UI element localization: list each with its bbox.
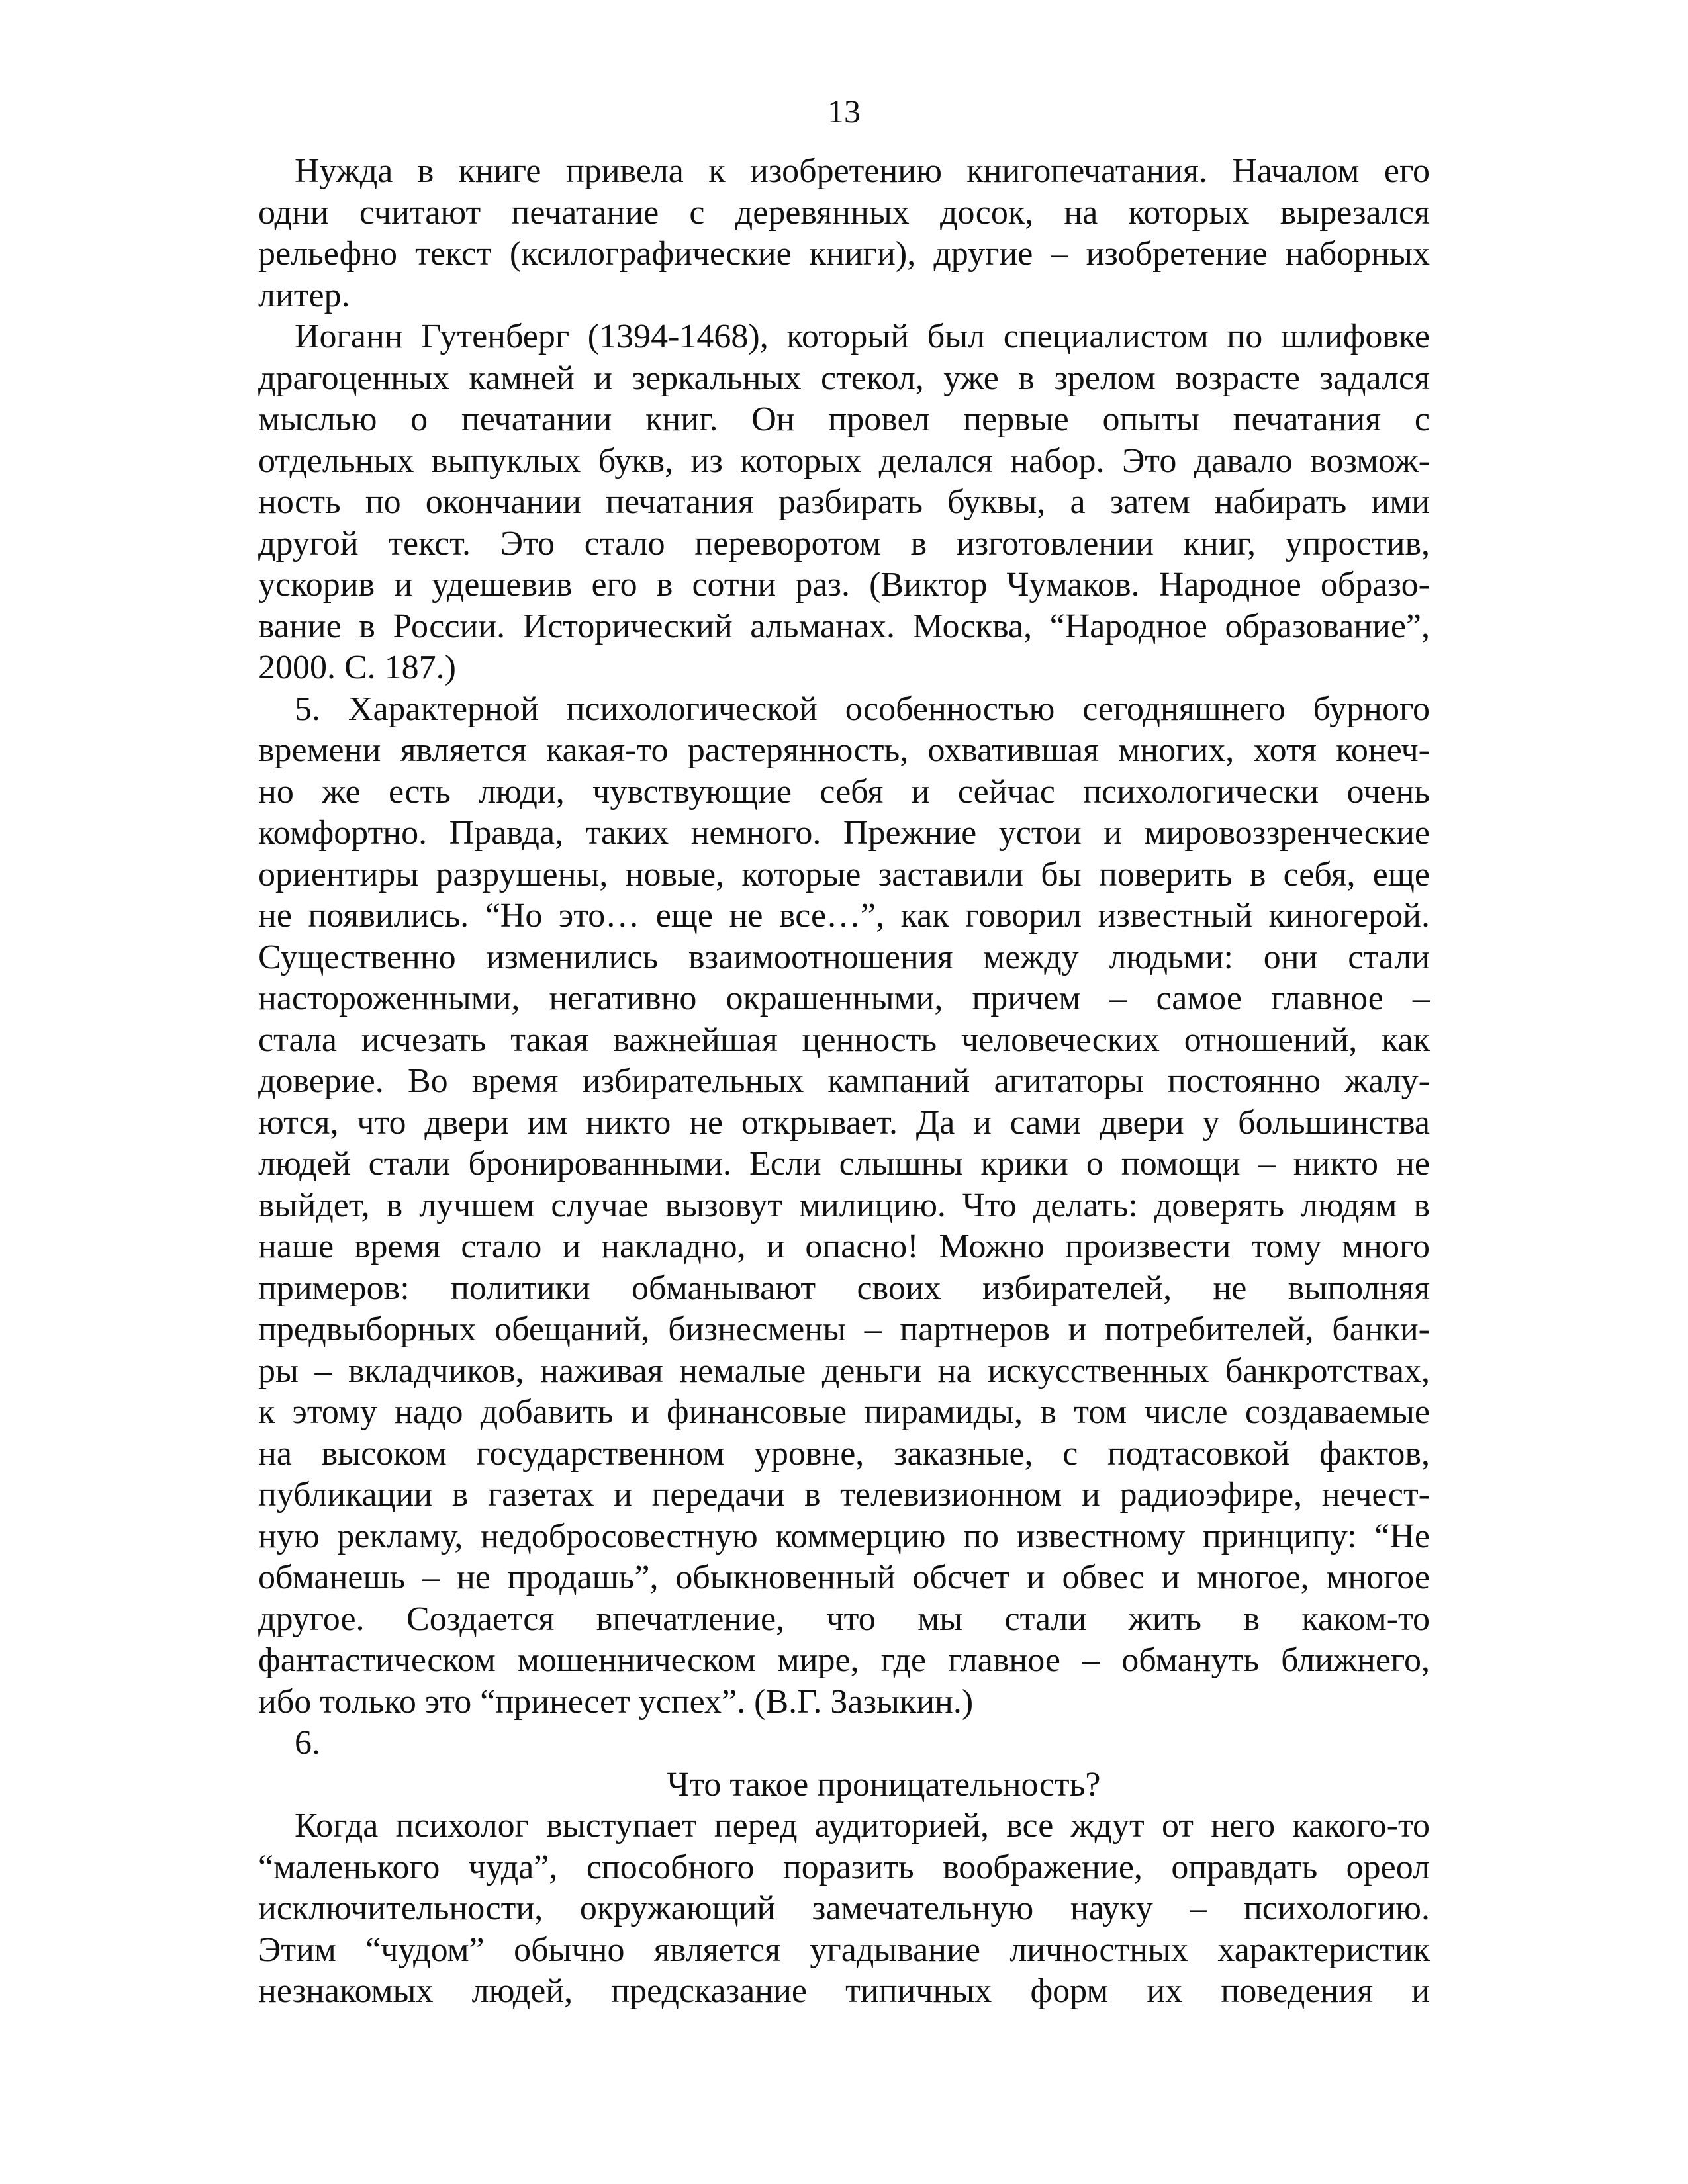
text-line: доверие. Во время избирательных кампаний агитаторы постоянно жалу- (258, 1062, 1430, 1100)
heading-text: Что такое проницательность? (667, 1765, 1101, 1803)
text-line: вание в России. Исторический альманах. Москва, “Народное образование”, (258, 607, 1430, 645)
text-line: исключительности, окружающий замечательную науку – психологию. (258, 1889, 1430, 1927)
text-line: фантастическом мошенническом мире, где главное – обмануть ближнего, (258, 1641, 1430, 1679)
text-line: Когда психолог выступает перед аудиторией, все ждут от него какого-то (295, 1807, 1430, 1844)
text-line: отдельных выпуклых букв, из которых делался набор. Это давало возмож- (258, 441, 1430, 480)
text-line: одни считают печатание с деревянных досок, на которых вырезался (258, 193, 1430, 232)
text-line: настороженными, негативно окрашенными, причем – самое главное – (258, 979, 1430, 1017)
text-line: Существенно изменились взаимоотношения между людьми: они стали (258, 938, 1430, 976)
text-line: ориентиры разрушены, новые, которые заставили бы поверить в себя, еще (258, 855, 1430, 893)
text-line: не появились. “Но это… еще не все…”, как говорил известный киногерой. (258, 897, 1430, 934)
text-line: стала исчезать такая важнейшая ценность человеческих отношений, как (258, 1021, 1430, 1059)
text-line: наше время стало и накладно, и опасно! Можно произвести тому много (258, 1228, 1430, 1265)
paragraph-5 (258, 1805, 1430, 2013)
text-line: публикации в газетах и передачи в телевизионном и радиоэфире, нечест- (258, 1476, 1430, 1514)
text-line: рельефно текст (ксилографические книги), другие – изобретение наборных (258, 235, 1430, 273)
text-line: ную рекламу, недобросовестную коммерцию по известному принципу: “Не (258, 1517, 1430, 1555)
text-line: “маленького чуда”, способного поразить воображение, оправдать ореол (258, 1848, 1430, 1886)
text-line: ускорив и удешевив его в сотни раз. (Виктор Чумаков. Народное образо- (258, 566, 1430, 604)
text-line: другое. Создается впечатление, что мы стали жить в каком-то (258, 1600, 1430, 1638)
text-line: 5. Характерной психологической особенностью сегодняшнего бурного (295, 690, 1430, 728)
text-line: ются, что двери им никто не открывает. Да и сами двери у большинства (258, 1103, 1430, 1142)
text-line: ибо только это “принесет успех”. (В.Г. Зазыкин.) (258, 1682, 974, 1721)
text-line: выйдет, в лучшем случае вызовут милицию. Что делать: доверять людям в (258, 1186, 1430, 1224)
text-line: людей стали бронированными. Если слышны крики о помощи – никто не (258, 1145, 1430, 1183)
text-line: времени является какая-то растерянность, охватившая многих, хотя конеч- (258, 731, 1430, 769)
text-line: незнакомых людей, предсказание типичных форм их поведения и (258, 1972, 1430, 2010)
text-line: ность по окончании печатания разбирать буквы, а затем набирать ими (258, 483, 1430, 521)
text-line: 6. (295, 1724, 320, 1762)
text-line: но же есть люди, чувствующие себя и сейчас психологически очень (258, 772, 1430, 811)
paragraph-1 (258, 151, 1430, 316)
paragraph-2 (258, 316, 1430, 689)
paragraph-4 (258, 1723, 1430, 1764)
text-line: другой текст. Это стало переворотом в изготовлении книг, упростив, (258, 524, 1430, 563)
text-line: Этим “чудом” обычно является угадывание личностных характеристик (258, 1931, 1430, 1969)
text-line: обманешь – не продашь”, обыкновенный обсчет и обвес и многое, многое (258, 1559, 1430, 1596)
text-line: литер. (258, 276, 350, 314)
paragraph-3 (258, 689, 1430, 1723)
text-line: драгоценных камней и зеркальных стекол, уже в зрелом возрасте задался (258, 359, 1430, 397)
text-line: на высоком государственном уровне, заказные, с подтасовкой фактов, (258, 1434, 1430, 1473)
text-line: Нужда в книге привела к изобретению книгопечатания. Началом его (295, 152, 1430, 190)
text-line: мыслью о печатании книг. Он провел первые опыты печатания с (258, 400, 1430, 438)
text-line: 2000. С. 187.) (258, 649, 456, 686)
page-number: 13 (827, 93, 861, 130)
text-line: примеров: политики обманывают своих избирателей, не выполняя (258, 1269, 1430, 1307)
text-line: комфортно. Правда, таких немного. Прежние устои и мировоззренческие (258, 814, 1430, 852)
text-line: к этому надо добавить и финансовые пирамиды, в том числе создаваемые (258, 1393, 1430, 1431)
text-line: ры – вкладчиков, наживая немалые деньги на искусственных банкротствах, (258, 1351, 1430, 1390)
text-line: предвыборных обещаний, бизнесмены – партнеров и потребителей, банки- (258, 1310, 1430, 1348)
section-heading (258, 1764, 1430, 1806)
page-body (258, 151, 1430, 2013)
text-line: Иоганн Гутенберг (1394-1468), который был специалистом по шлифовке (295, 318, 1430, 355)
